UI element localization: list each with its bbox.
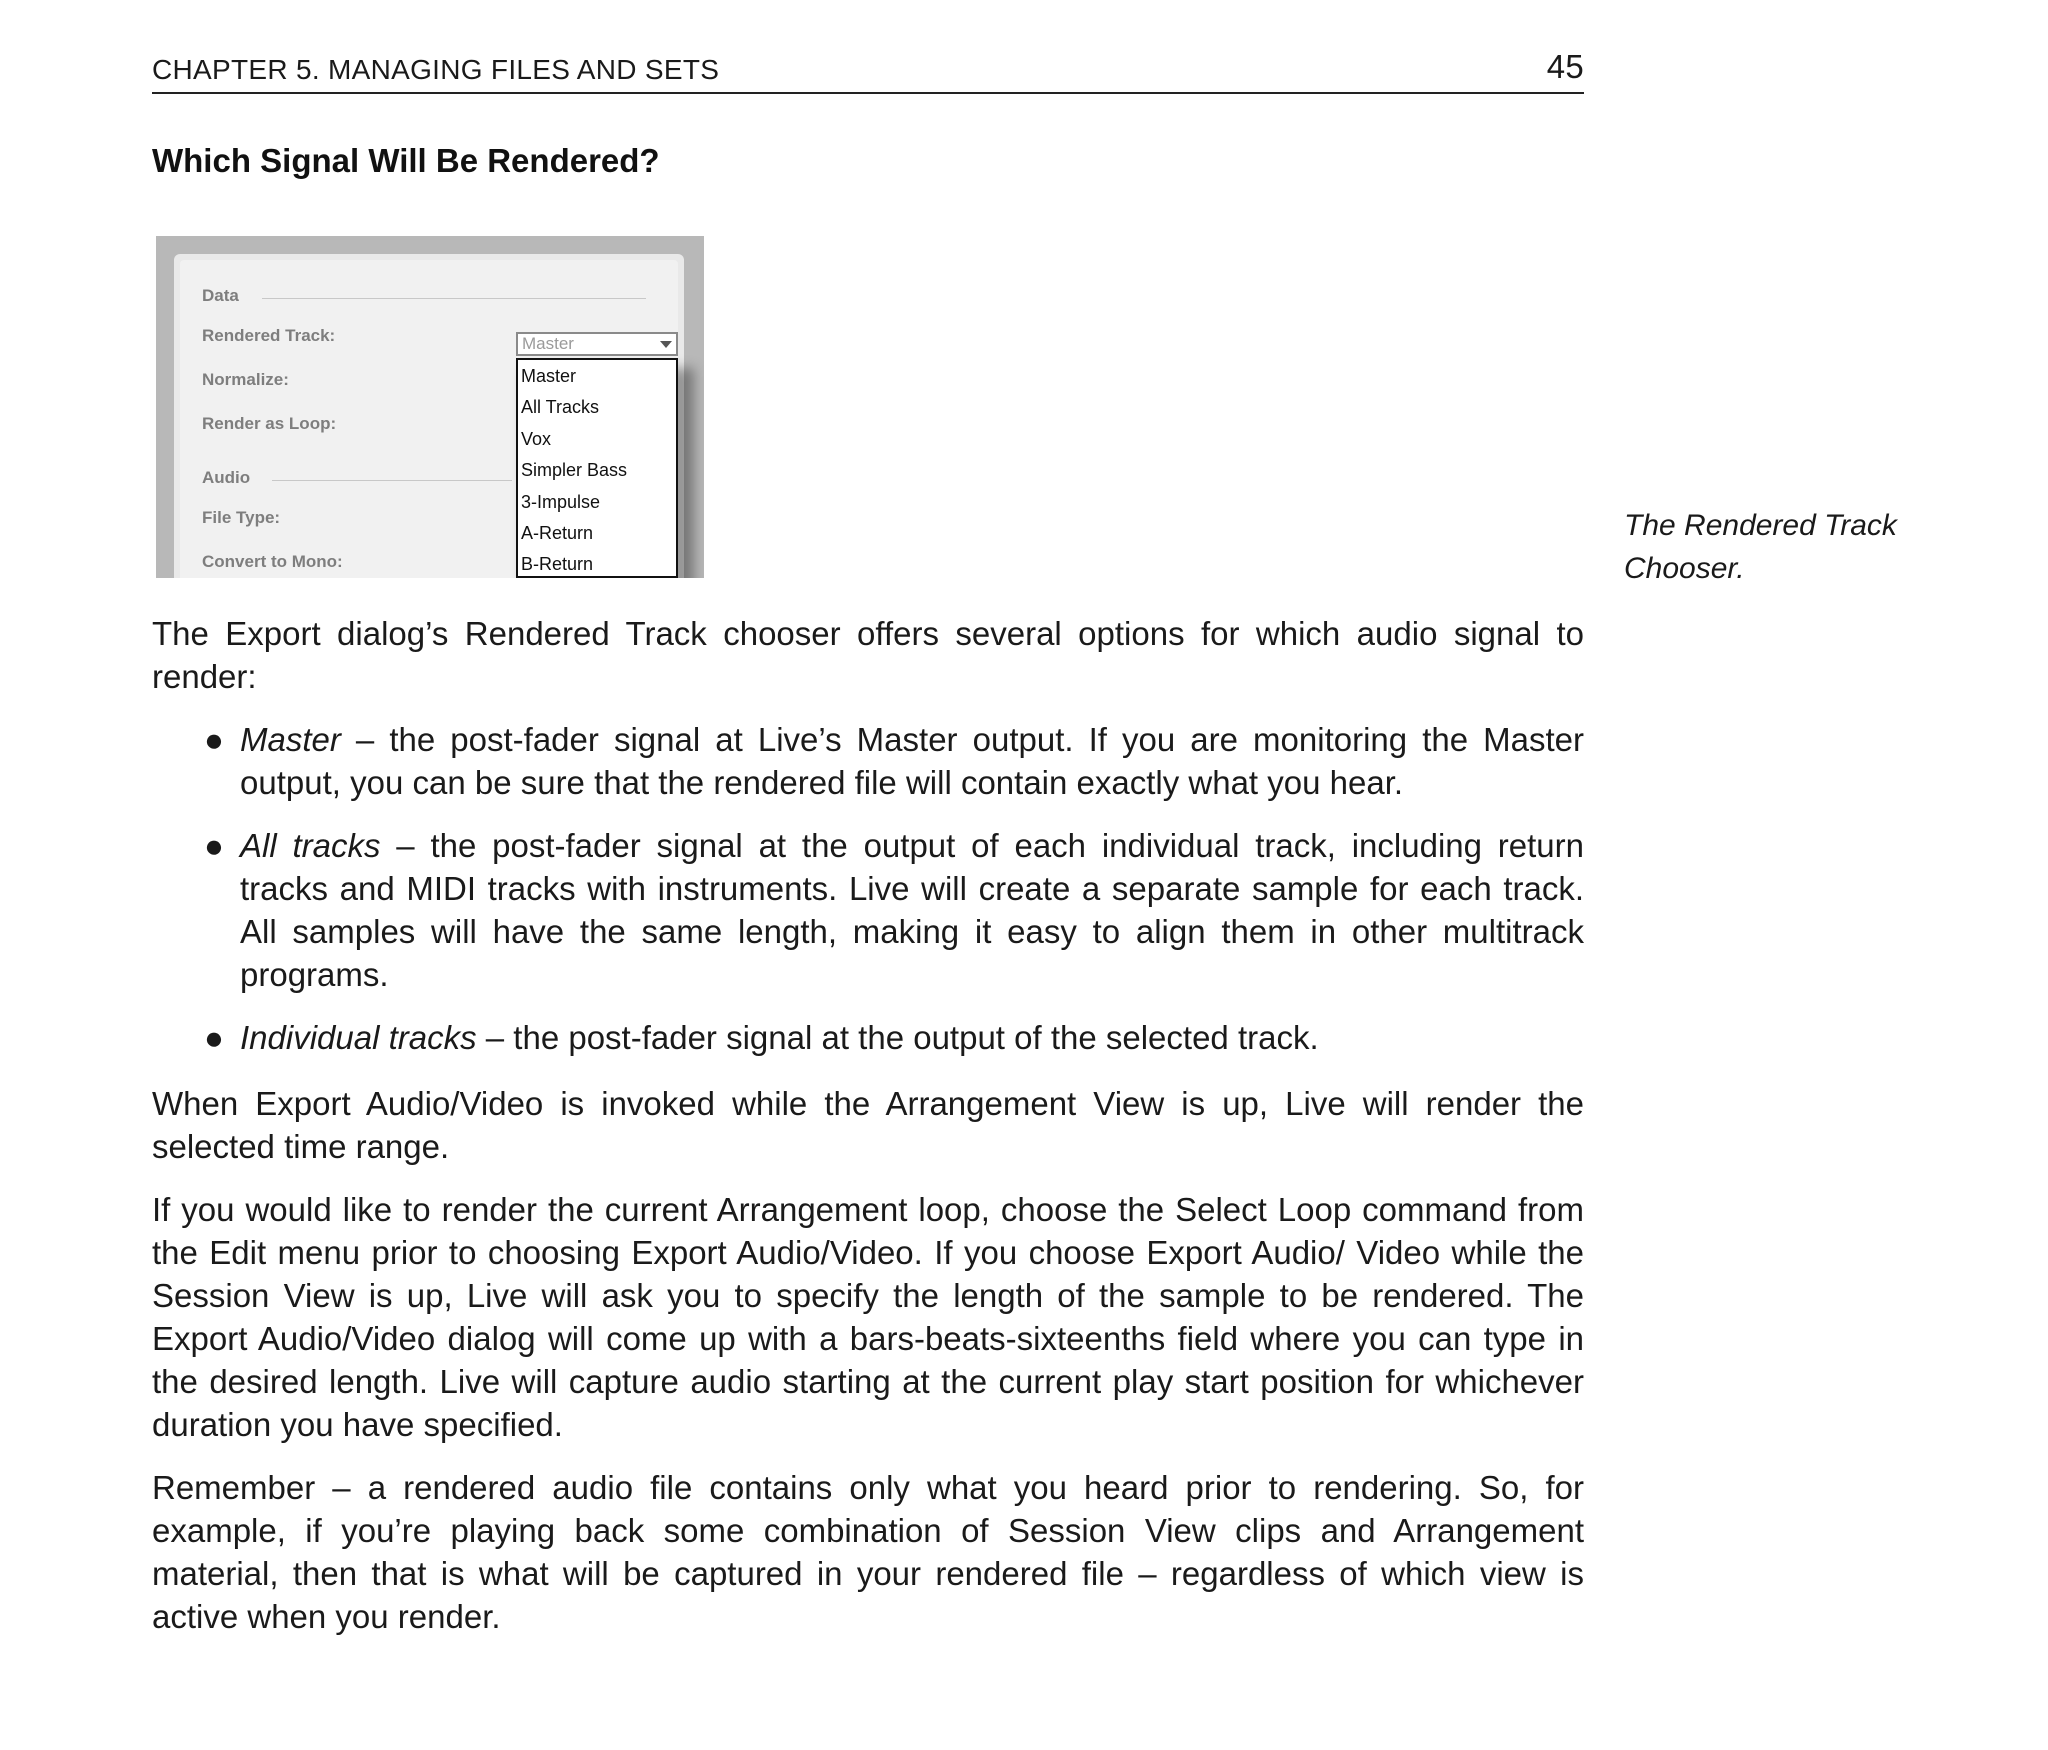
bullet-icon: ● xyxy=(204,721,224,758)
list-item xyxy=(152,824,1584,996)
bullet-icon: ● xyxy=(204,1019,224,1056)
dropdown-option-master[interactable]: Master xyxy=(521,366,577,386)
bullet-term: Individual tracks xyxy=(240,1019,477,1056)
data-section-divider xyxy=(262,298,646,299)
chevron-down-icon xyxy=(660,341,672,348)
figure-caption: The Rendered Track Chooser. xyxy=(1624,509,1897,585)
dropdown-option-a-return[interactable]: A-Return xyxy=(521,522,594,543)
paragraph: When Export Audio/Video is invoked while the Arrangement View is up, Live will render the selected time range. xyxy=(152,1085,1584,1165)
dropdown-option-3-impulse[interactable]: 3-Impulse xyxy=(521,491,601,512)
render-as-loop-label: Render as Loop: xyxy=(202,414,337,433)
intro-text: The Export dialog’s Rendered Track chooser offers several options for which audio signal to render: xyxy=(152,615,1584,695)
rendered-track-dropdown-menu xyxy=(516,358,678,578)
bullet-text: – the post-fader signal at the output of the selected track. xyxy=(476,1019,1319,1056)
bullet-term: All tracks xyxy=(240,827,381,864)
bullet-term: Master xyxy=(240,721,341,758)
signal-options-list xyxy=(152,718,1584,1059)
export-dialog-inner xyxy=(180,260,678,578)
dropdown-option-b-return[interactable]: B-Return xyxy=(521,554,594,575)
list-item xyxy=(152,718,1584,804)
bullet-text: – the post-fader signal at the output of each individual track, including return tracks and MIDI tracks with instruments. Live will create a separate sample for each track. All samples will have the same length, making it easy to align them in other multitrack programs. xyxy=(240,827,1584,993)
page-number: 45 xyxy=(1546,48,1584,85)
bullet-text: – the post-fader signal at Live’s Master output. If you are monitoring the Master output, you can be sure that the rendered file will contain exactly what you hear. xyxy=(240,721,1584,801)
normalize-label: Normalize: xyxy=(202,370,289,389)
data-section-label: Data xyxy=(202,286,239,305)
dropdown-option-all-tracks[interactable]: All Tracks xyxy=(521,397,600,418)
intro-paragraph xyxy=(152,612,1584,698)
dropdown-option-vox[interactable]: Vox xyxy=(521,428,552,449)
audio-section-divider xyxy=(272,480,512,481)
running-header xyxy=(152,48,1584,94)
paragraph: If you would like to render the current Arrangement loop, choose the Select Loop command from the Edit menu prior to choosing Export Audio/Video. If you choose Export Audio/ Video while the Session View is up, Live will ask you to specify the length of the sample to be rendered. The Export Audio/Video dialog will come up with a bars-beats-sixteenths field where you can type in the desired length. Live will capture audio starting at the current play start position for whichever duration you have specified. xyxy=(152,1191,1584,1443)
convert-to-mono-label: Convert to Mono: xyxy=(202,552,343,571)
audio-section-label: Audio xyxy=(202,468,251,487)
file-type-label: File Type: xyxy=(202,508,281,527)
export-dialog-panel xyxy=(174,254,684,578)
rendered-track-dropdown-value: Master xyxy=(522,334,574,353)
paragraph: Remember – a rendered audio file contains only what you heard prior to rendering. So, for example, if you’re playing back some combination of Session View clips and Arrangement material, then that is what will be captured in your rendered file – regardless of which view is active when you render. xyxy=(152,1469,1584,1635)
bullet-icon: ● xyxy=(204,827,224,864)
list-item xyxy=(152,1016,1584,1059)
dropdown-option-simpler-bass[interactable]: Simpler Bass xyxy=(521,460,628,481)
body-paragraphs xyxy=(152,1082,1584,1638)
section-title: Which Signal Will Be Rendered? xyxy=(152,142,660,179)
rendered-track-chooser-screenshot xyxy=(156,236,704,578)
chapter-title: CHAPTER 5. MANAGING FILES AND SETS xyxy=(152,54,720,85)
rendered-track-label: Rendered Track: xyxy=(202,326,336,345)
rendered-track-dropdown[interactable] xyxy=(516,332,678,356)
